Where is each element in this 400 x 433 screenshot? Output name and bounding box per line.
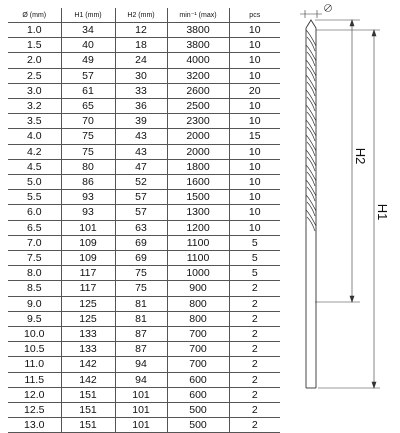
table-row — [8, 342, 280, 357]
h1-label: H1 — [375, 203, 390, 221]
cell-speed: 1500 — [167, 190, 229, 205]
cell-pcs: 10 — [229, 114, 280, 129]
cell-speed: 1600 — [167, 175, 229, 190]
table-row — [8, 175, 280, 190]
table-row — [8, 311, 280, 326]
cell-h1: 34 — [61, 23, 115, 38]
cell-pcs: 10 — [229, 23, 280, 38]
cell-pcs: 10 — [229, 220, 280, 235]
table-row — [8, 144, 280, 159]
cell-pcs: 2 — [229, 418, 280, 433]
cell-h2: 43 — [115, 129, 167, 144]
flute-line — [307, 202, 315, 216]
cell-diameter: 12.5 — [8, 403, 61, 418]
cell-pcs: 10 — [229, 159, 280, 174]
cell-speed: 2000 — [167, 144, 229, 159]
cell-diameter: 11.0 — [8, 357, 61, 372]
cell-pcs: 2 — [229, 387, 280, 402]
cell-h2: 33 — [115, 83, 167, 98]
diameter-indicator — [300, 5, 332, 19]
table-row — [8, 403, 280, 418]
cell-h2: 18 — [115, 38, 167, 53]
cell-h1: 133 — [61, 327, 115, 342]
cell-h2: 43 — [115, 144, 167, 159]
table-row — [8, 99, 280, 114]
cell-h1: 109 — [61, 251, 115, 266]
cell-pcs: 2 — [229, 311, 280, 326]
table-row — [8, 251, 280, 266]
cell-speed: 1200 — [167, 220, 229, 235]
cell-diameter: 10.0 — [8, 327, 61, 342]
cell-speed: 700 — [167, 327, 229, 342]
cell-diameter: 7.0 — [8, 235, 61, 250]
cell-h1: 65 — [61, 99, 115, 114]
table-row — [8, 418, 280, 433]
cell-h1: 117 — [61, 281, 115, 296]
cell-pcs: 20 — [229, 83, 280, 98]
cell-h2: 81 — [115, 296, 167, 311]
cell-h2: 39 — [115, 114, 167, 129]
cell-pcs: 5 — [229, 235, 280, 250]
cell-h1: 93 — [61, 205, 115, 220]
cell-h1: 125 — [61, 296, 115, 311]
cell-pcs: 2 — [229, 296, 280, 311]
cell-h1: 133 — [61, 342, 115, 357]
cell-speed: 900 — [167, 281, 229, 296]
cell-h1: 125 — [61, 311, 115, 326]
table-row — [8, 357, 280, 372]
cell-pcs: 5 — [229, 251, 280, 266]
table-row — [8, 83, 280, 98]
flute-line — [307, 157, 315, 171]
cell-h2: 94 — [115, 357, 167, 372]
cell-h2: 101 — [115, 387, 167, 402]
table-row — [8, 235, 280, 250]
flute-line — [307, 112, 315, 126]
cell-h1: 93 — [61, 190, 115, 205]
cell-pcs: 10 — [229, 68, 280, 83]
table-row — [8, 220, 280, 235]
table-row — [8, 68, 280, 83]
table-row — [8, 205, 280, 220]
flute-line — [307, 82, 315, 96]
cell-h2: 57 — [115, 205, 167, 220]
cell-speed: 1800 — [167, 159, 229, 174]
table-row — [8, 281, 280, 296]
flute-line — [307, 52, 315, 66]
cell-pcs: 2 — [229, 403, 280, 418]
cell-diameter: 1.5 — [8, 38, 61, 53]
cell-h2: 69 — [115, 251, 167, 266]
flute-line — [307, 187, 315, 201]
cell-h1: 151 — [61, 403, 115, 418]
cell-speed: 2500 — [167, 99, 229, 114]
cell-speed: 2600 — [167, 83, 229, 98]
flute-line — [307, 172, 315, 186]
h2-label: H2 — [353, 147, 368, 165]
flute-line — [307, 37, 315, 51]
cell-h1: 75 — [61, 129, 115, 144]
cell-h1: 117 — [61, 266, 115, 281]
flute-line — [307, 97, 315, 111]
cell-diameter: 6.0 — [8, 205, 61, 220]
table-row — [8, 387, 280, 402]
cell-h2: 24 — [115, 53, 167, 68]
cell-h1: 142 — [61, 357, 115, 372]
table-row — [8, 372, 280, 387]
cell-h2: 87 — [115, 342, 167, 357]
header-speed: min⁻¹ (max) — [167, 8, 229, 23]
cell-pcs: 10 — [229, 205, 280, 220]
cell-diameter: 8.5 — [8, 281, 61, 296]
header-pcs: pcs — [229, 8, 280, 23]
drill-bit-diagram — [280, 0, 400, 400]
header-h1: H1 (mm) — [61, 8, 115, 23]
cell-pcs: 10 — [229, 190, 280, 205]
table-row — [8, 129, 280, 144]
cell-speed: 700 — [167, 357, 229, 372]
flute-line — [307, 67, 315, 81]
cell-speed: 1100 — [167, 251, 229, 266]
cell-diameter: 4.5 — [8, 159, 61, 174]
cell-diameter: 2.5 — [8, 68, 61, 83]
cell-h2: 81 — [115, 311, 167, 326]
cell-diameter: 9.5 — [8, 311, 61, 326]
cell-speed: 3200 — [167, 68, 229, 83]
cell-diameter: 5.0 — [8, 175, 61, 190]
cell-diameter: 4.0 — [8, 129, 61, 144]
cell-diameter: 7.5 — [8, 251, 61, 266]
cell-diameter: 2.0 — [8, 53, 61, 68]
drill-flute-lines — [306, 30, 316, 231]
cell-diameter: 12.0 — [8, 387, 61, 402]
cell-diameter: 10.5 — [8, 342, 61, 357]
cell-pcs: 10 — [229, 38, 280, 53]
cell-h2: 101 — [115, 403, 167, 418]
cell-speed: 1300 — [167, 205, 229, 220]
cell-speed: 800 — [167, 311, 229, 326]
table-row — [8, 296, 280, 311]
cell-speed: 700 — [167, 342, 229, 357]
cell-speed: 600 — [167, 387, 229, 402]
cell-speed: 2300 — [167, 114, 229, 129]
cell-diameter: 1.0 — [8, 23, 61, 38]
cell-pcs: 2 — [229, 357, 280, 372]
table-row — [8, 266, 280, 281]
cell-speed: 3800 — [167, 38, 229, 53]
cell-h1: 101 — [61, 220, 115, 235]
table-row — [8, 159, 280, 174]
cell-diameter: 3.2 — [8, 99, 61, 114]
cell-h1: 40 — [61, 38, 115, 53]
cell-pcs: 5 — [229, 266, 280, 281]
table-row — [8, 38, 280, 53]
flute-line — [307, 217, 315, 231]
cell-diameter: 6.5 — [8, 220, 61, 235]
cell-h1: 80 — [61, 159, 115, 174]
cell-pcs: 15 — [229, 129, 280, 144]
cell-pcs: 10 — [229, 144, 280, 159]
cell-speed: 3800 — [167, 23, 229, 38]
flute-line — [307, 127, 315, 141]
table-row — [8, 190, 280, 205]
cell-diameter: 5.5 — [8, 190, 61, 205]
cell-speed: 500 — [167, 403, 229, 418]
cell-h1: 151 — [61, 418, 115, 433]
cell-speed: 500 — [167, 418, 229, 433]
cell-diameter: 13.0 — [8, 418, 61, 433]
table-header-row — [8, 8, 280, 23]
cell-h1: 151 — [61, 387, 115, 402]
cell-h2: 63 — [115, 220, 167, 235]
cell-h2: 36 — [115, 99, 167, 114]
cell-pcs: 10 — [229, 99, 280, 114]
cell-h1: 142 — [61, 372, 115, 387]
cell-pcs: 2 — [229, 281, 280, 296]
drill-spec-table — [8, 8, 280, 433]
cell-pcs: 10 — [229, 175, 280, 190]
table-row — [8, 114, 280, 129]
table-row — [8, 53, 280, 68]
cell-speed: 2000 — [167, 129, 229, 144]
cell-h2: 12 — [115, 23, 167, 38]
cell-diameter: 9.0 — [8, 296, 61, 311]
cell-diameter: 4.2 — [8, 144, 61, 159]
table-row — [8, 327, 280, 342]
cell-h1: 75 — [61, 144, 115, 159]
cell-h2: 30 — [115, 68, 167, 83]
cell-diameter: 3.5 — [8, 114, 61, 129]
cell-h1: 86 — [61, 175, 115, 190]
cell-h1: 109 — [61, 235, 115, 250]
cell-diameter: 3.0 — [8, 83, 61, 98]
cell-h1: 49 — [61, 53, 115, 68]
h1-dimension — [316, 30, 380, 388]
cell-h2: 87 — [115, 327, 167, 342]
cell-h1: 61 — [61, 83, 115, 98]
cell-speed: 1100 — [167, 235, 229, 250]
cell-h2: 94 — [115, 372, 167, 387]
flute-line — [307, 142, 315, 156]
cell-speed: 800 — [167, 296, 229, 311]
cell-speed: 600 — [167, 372, 229, 387]
cell-pcs: 2 — [229, 372, 280, 387]
cell-h1: 57 — [61, 68, 115, 83]
table-row — [8, 23, 280, 38]
cell-pcs: 10 — [229, 53, 280, 68]
cell-h2: 57 — [115, 190, 167, 205]
cell-h2: 75 — [115, 281, 167, 296]
cell-pcs: 2 — [229, 342, 280, 357]
cell-h1: 70 — [61, 114, 115, 129]
cell-h2: 75 — [115, 266, 167, 281]
cell-h2: 52 — [115, 175, 167, 190]
header-h2: H2 (mm) — [115, 8, 167, 23]
cell-speed: 1000 — [167, 266, 229, 281]
cell-h2: 47 — [115, 159, 167, 174]
cell-pcs: 2 — [229, 327, 280, 342]
header-diameter: Ø (mm) — [8, 8, 61, 23]
cell-h2: 69 — [115, 235, 167, 250]
cell-speed: 4000 — [167, 53, 229, 68]
cell-h2: 101 — [115, 418, 167, 433]
drill-bit-outline — [306, 20, 316, 388]
table-body — [8, 23, 280, 433]
cell-diameter: 8.0 — [8, 266, 61, 281]
cell-diameter: 11.5 — [8, 372, 61, 387]
